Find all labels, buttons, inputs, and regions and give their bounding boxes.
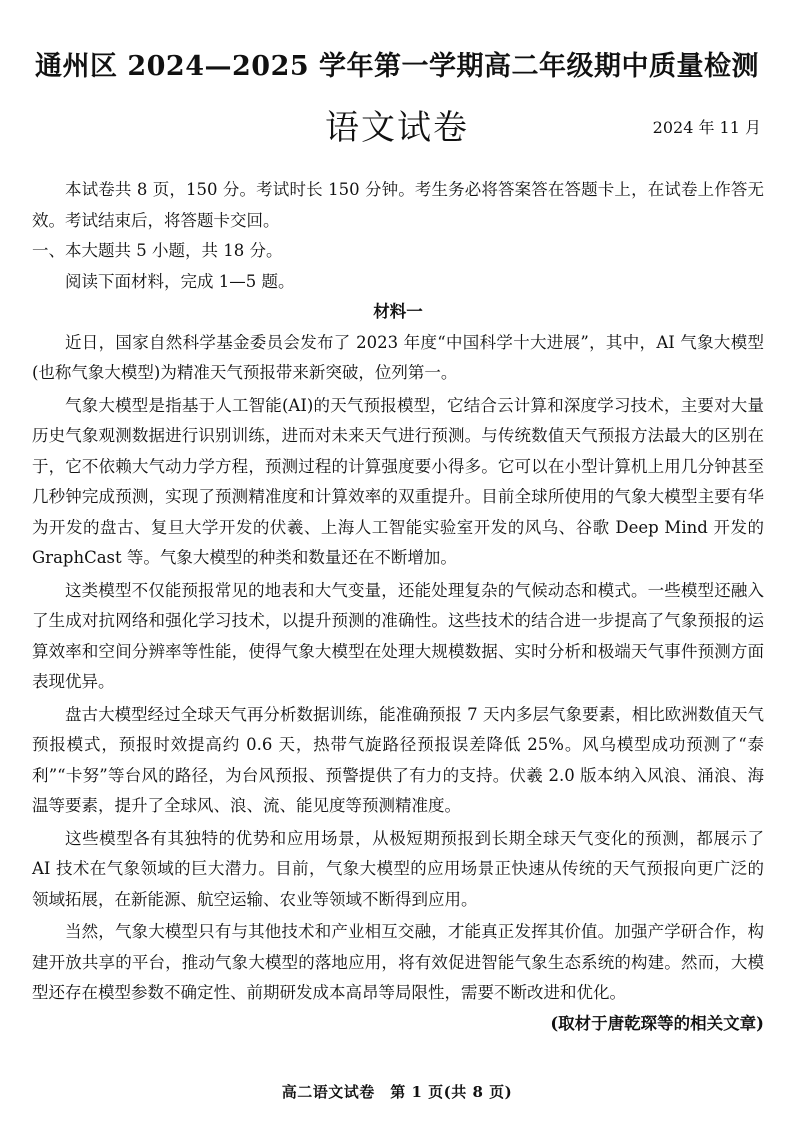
page-footer: 高二语文试卷 第 1 页(共 8 页)	[281, 1083, 513, 1101]
reading-prompt: 阅读下面材料，完成 1—5 题。	[65, 271, 295, 291]
material-paragraph: 盘古大模型经过全球天气再分析数据训练，能准确预报 7 天内多层气象要素，相比欧洲数值天气预报模式，预报时效提高约 0.6 天，热带气旋路径预报误差降低 25%。风乌模型成功预测了“泰利”“卡努”等台风的路径，为台风预报、预警提供了有力的支持。伏羲 2.0 版本纳入风浪、涌浪、海温等要素，提升了全球风、浪、流、能见度等预测精准度。	[32, 704, 764, 815]
material-heading: 材料一	[373, 302, 423, 321]
subject-title: 语文试卷	[325, 108, 469, 148]
exam-body	[32, 175, 764, 1039]
exam-notice: 本试卷共 8 页，150 分。考试时长 150 分钟。考生务必将答案答在答题卡上，在试卷上作答无效。考试结束后，将答题卡交回。	[32, 180, 764, 230]
material-paragraph: 当然，气象大模型只有与其他技术和产业相互交融，才能真正发挥其价值。加强产学研合作，构建开放共享的平台，推动气象大模型的落地应用，将有效促进智能气象生态系统的构建。然而，大模型还存在模型参数不确定性、前期研发成本高昂等局限性，需要不断改进和优化。	[32, 922, 764, 1002]
exam-title: 通州区 2024—2025 学年第一学期高二年级期中质量检测	[34, 51, 760, 82]
material-paragraph: 这些模型各有其独特的优势和应用场景，从极短期预报到长期全球天气变化的预测，都展示了 AI 技术在气象领域的巨大潜力。目前，气象大模型的应用场景正快速从传统的天气预报向更广泛的领域拓展，在新能源、航空运输、农业等领域不断得到应用。	[32, 828, 764, 909]
material-paragraph: 近日，国家自然科学基金委员会发布了 2023 年度“中国科学十大进展”，其中，AI 气象大模型(也称气象大模型)为精准天气预报带来新突破，位列第一。	[32, 332, 764, 382]
material-paragraph: 气象大模型是指基于人工智能(AI)的天气预报模型，它结合云计算和深度学习技术，主要对大量历史气象观测数据进行识别训练，进而对未来天气进行预测。与传统数值天气预报方法最大的区别在于，它不依赖大气动力学方程，预测过程的计算强度要小得多。它可以在小型计算机上用几分钟甚至几秒钟完成预测，实现了预测精准度和计算效率的双重提升。目前全球所使用的气象大模型主要有华为开发的盘古、复旦大学开发的伏羲、上海人工智能实验室开发的风乌、谷歌 Deep Mind 开发的 GraphCast 等。气象大模型的种类和数量还在不断增加。	[32, 395, 764, 567]
exam-date: 2024 年 11 月	[652, 118, 761, 137]
section-one-heading: 一、本大题共 5 小题，共 18 分。	[32, 241, 283, 260]
material-paragraph: 这类模型不仅能预报常见的地表和大气变量，还能处理复杂的气候动态和模式。一些模型还融入了生成对抗网络和强化学习技术，以提升预测的准确性。这些技术的结合进一步提高了气象预报的运算效率和空间分辨率等性能，使得气象大模型在处理大规模数据、实时分析和极端天气事件预测方面表现优异。	[32, 580, 764, 691]
material-source: (取材于唐乾琛等的相关文章)	[550, 1013, 764, 1033]
